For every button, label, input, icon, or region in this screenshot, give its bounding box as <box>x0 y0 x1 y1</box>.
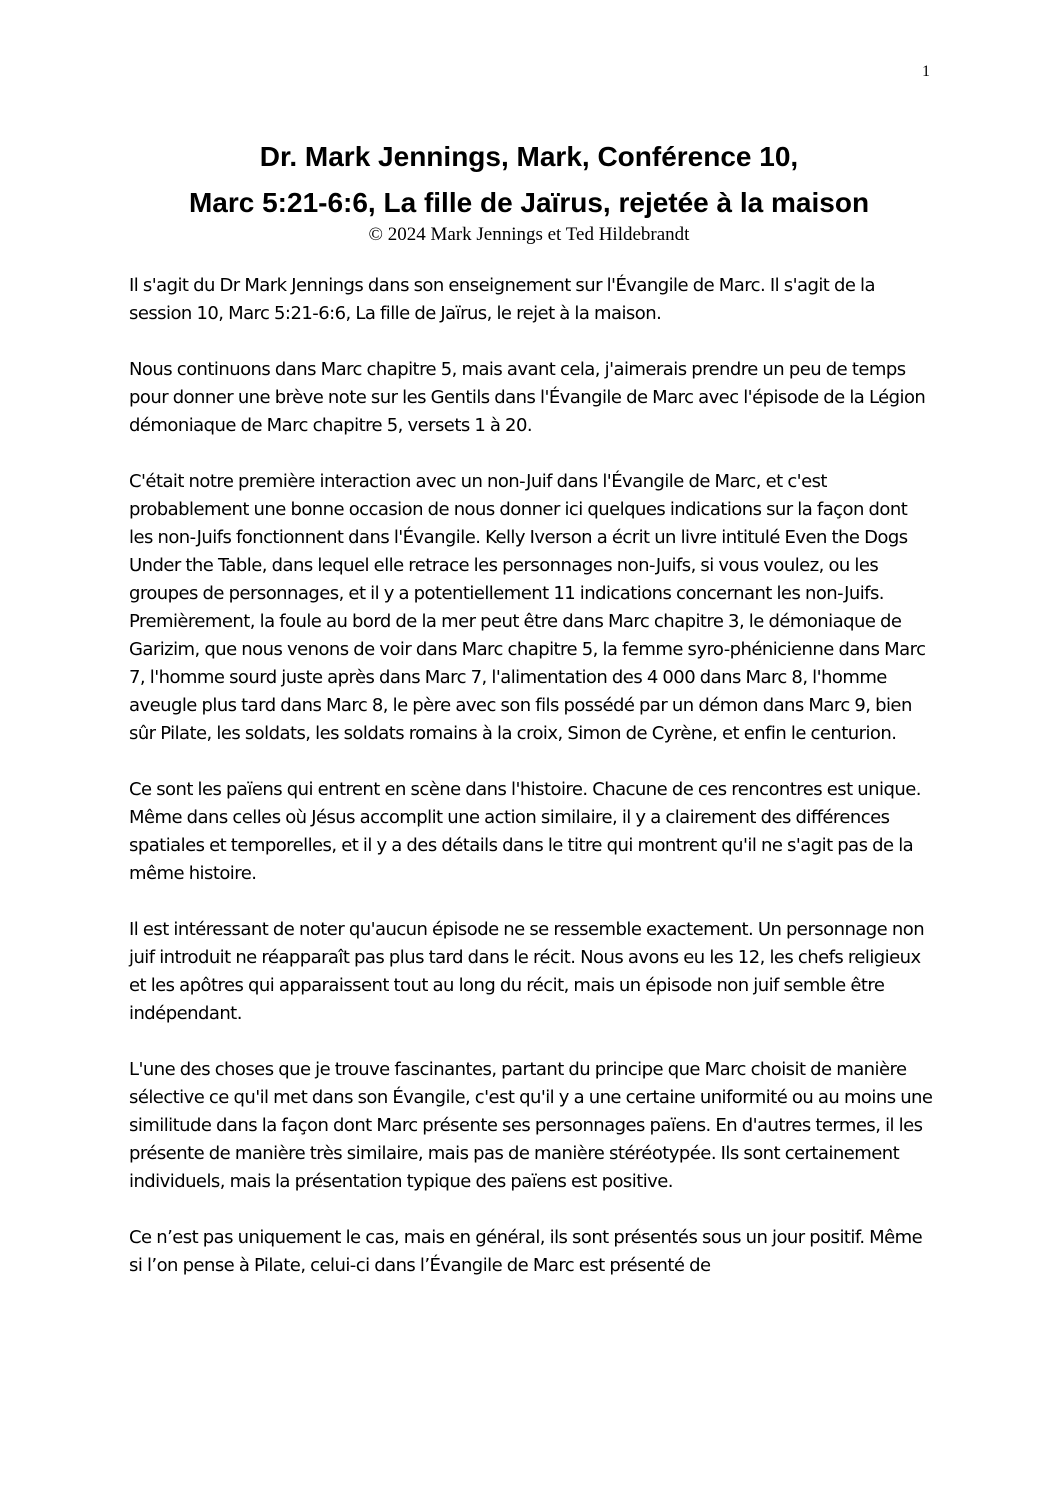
title-line-2: Marc 5:21-6:6, La fille de Jaïrus, rejetée à la maison <box>188 187 870 218</box>
paragraph: Ce sont les païens qui entrent en scène dans l'histoire. Chacune de ces rencontres est unique. Même dans celles où Jésus accomplit une action similaire, il y a clairement des différences spatiales et temporelles, et il y a des détails dans le titre qui montrent qu'il ne s'agit pas de la même histoire. <box>129 779 921 884</box>
paragraph: Il s'agit du Dr Mark Jennings dans son enseignement sur l'Évangile de Marc. Il s'agit de la session 10, Marc 5:21-6:6, La fille de Jaïrus, le rejet à la maison. <box>129 275 875 324</box>
paragraph: Nous continuons dans Marc chapitre 5, mais avant cela, j'aimerais prendre un peu de temps pour donner une brève note sur les Gentils dans l'Évangile de Marc avec l'épisode de la Légion démoniaque de Marc chapitre 5, versets 1 à 20. <box>129 359 926 436</box>
page-number: 1 <box>922 63 930 80</box>
paragraph: L'une des choses que je trouve fascinantes, partant du principe que Marc choisit de manière sélective ce qu'il met dans son Évangile, c'est qu'il y a une certaine uniformité ou au moins une similitude dans la façon dont Marc présente ses personnages païens. En d'autres termes, il les présente de manière très similaire, mais pas de manière stéréotypée. Ils sont certainement individuels, mais la présentation typique des païens est positive. <box>129 1059 933 1192</box>
copyright-line: © 2024 Mark Jennings et Ted Hildebrandt <box>368 224 690 245</box>
title-line-1: Dr. Mark Jennings, Mark, Conférence 10, <box>259 141 799 172</box>
paragraph: Ce n’est pas uniquement le cas, mais en général, ils sont présentés sous un jour positif. Même si l’on pense à Pilate, celui-ci dans l’Évangile de Marc est présenté de <box>129 1227 923 1276</box>
paragraph: Il est intéressant de noter qu'aucun épisode ne se ressemble exactement. Un personnage non juif introduit ne réapparaît pas plus tard dans le récit. Nous avons eu les 12, les chefs religieux et les apôtres qui apparaissent tout au long du récit, mais un épisode non juif semble être indépendant. <box>129 919 925 1024</box>
paragraph: C'était notre première interaction avec un non-Juif dans l'Évangile de Marc, et c'est probablement une bonne occasion de nous donner ici quelques indications sur la façon dont les non-Juifs fonctionnent dans l'Évangile. Kelly Iverson a écrit un livre intitulé Even the Dogs Under the Table, dans lequel elle retrace les personnages non-Juifs, si vous voulez, ou les groupes de personnages, et il y a potentiellement 11 indications concernant les non-Juifs. Premièrement, la foule au bord de la mer peut être dans Marc chapitre 3, le démoniaque de Garizim, que nous venons de voir dans Marc chapitre 5, la femme syro-phénicienne dans Marc 7, l'homme sourd juste après dans Marc 7, l'alimentation des 4 000 dans Marc 8, l'homme aveugle plus tard dans Marc 8, le père avec son fils possédé par un démon dans Marc 9, bien sûr Pilate, les soldats, les soldats romains à la croix, Simon de Cyrène, et enfin le centurion. <box>129 471 926 744</box>
body-text <box>129 272 935 1308</box>
title-block <box>100 134 958 247</box>
